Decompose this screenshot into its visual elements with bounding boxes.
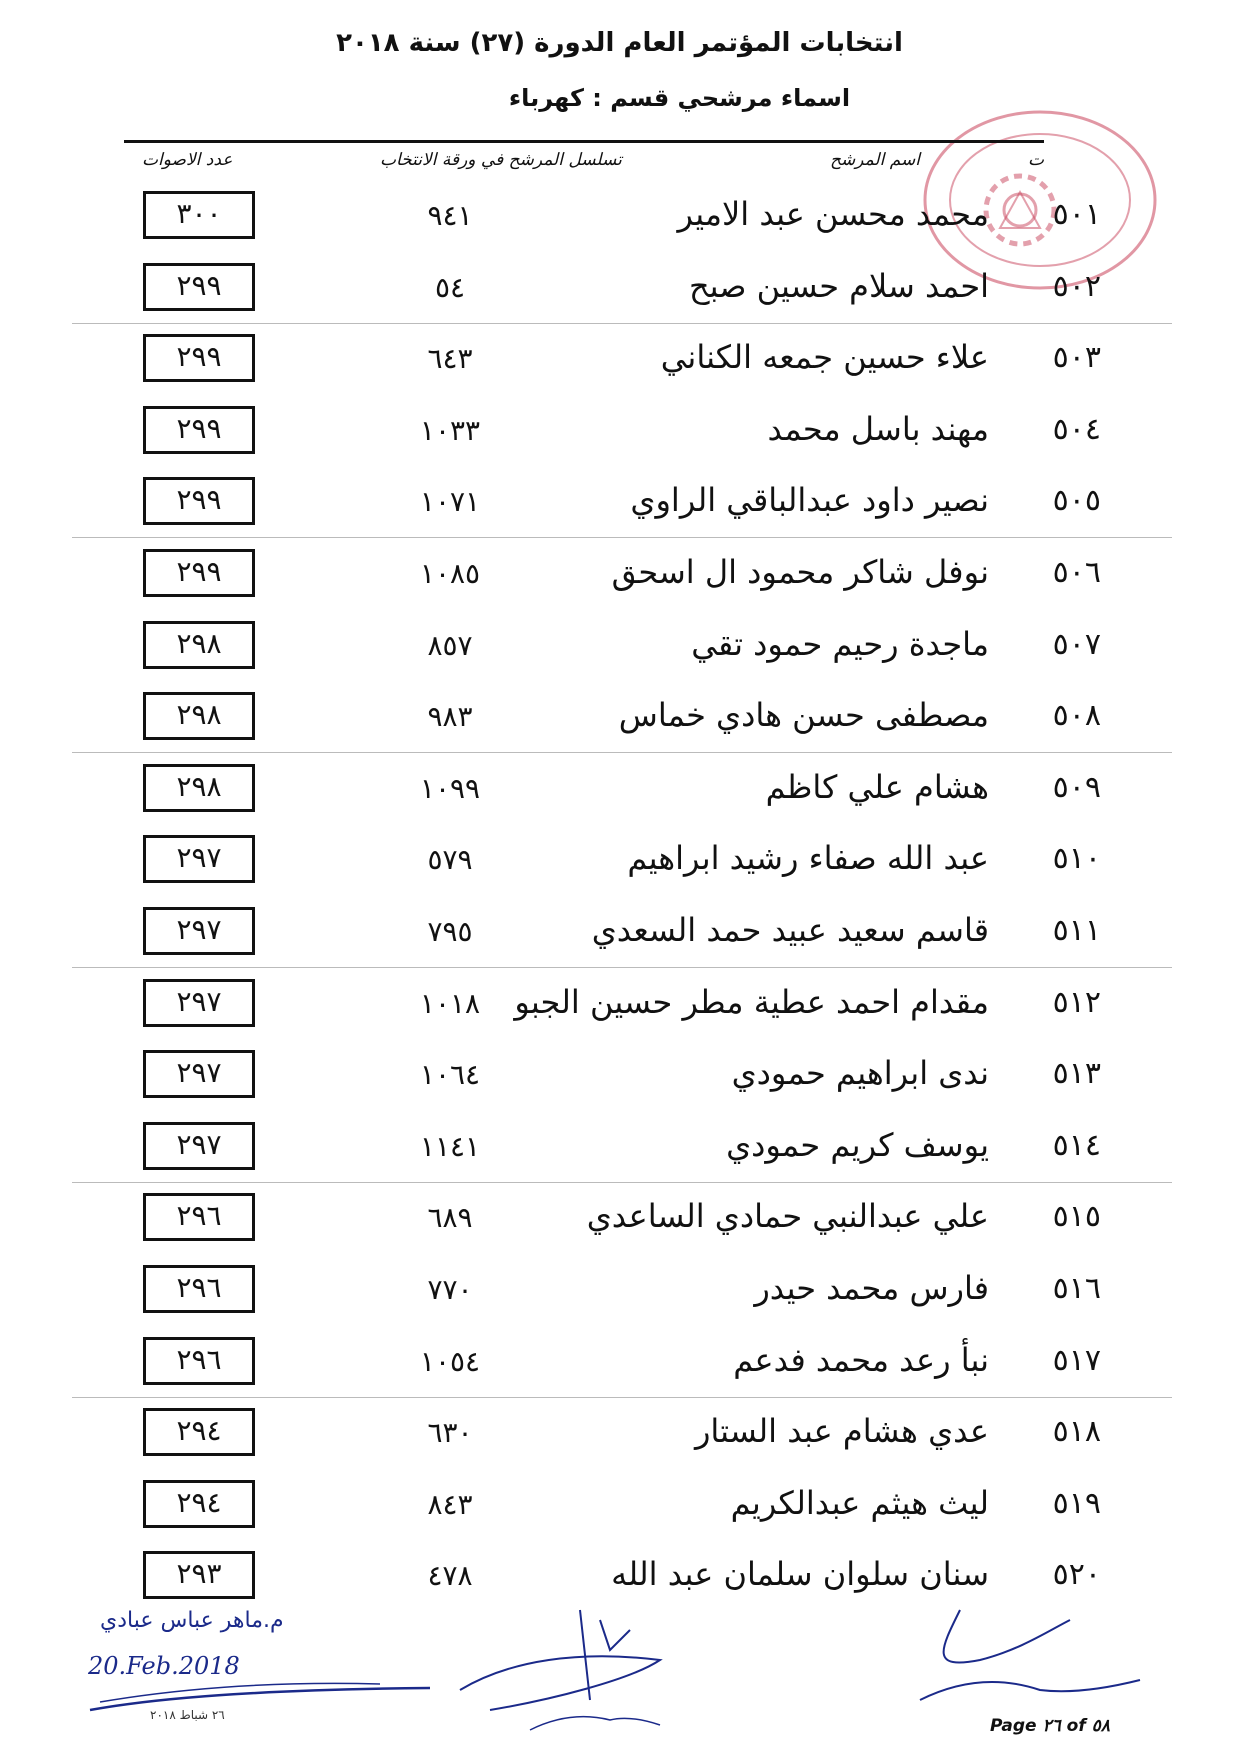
ballot-serial: ٥٤	[434, 271, 466, 304]
table-row	[0, 1114, 1239, 1185]
row-divider	[72, 1397, 1172, 1398]
ballot-serial: ٦٣٠	[427, 1416, 473, 1449]
candidate-name: ماجدة رحيم حمود تقي	[691, 625, 989, 663]
candidate-name: مهند باسل محمد	[767, 410, 989, 448]
row-divider	[72, 537, 1172, 538]
candidate-index: ٥٠١	[1052, 197, 1101, 232]
left-signer-name: م.ماهر عباس عبادي	[100, 1608, 284, 1633]
table-row	[0, 1329, 1239, 1400]
ballot-serial: ١١٤١	[419, 1130, 481, 1163]
ballot-serial: ٨٤٣	[427, 1488, 473, 1521]
vote-count-box: ٢٩٦	[143, 1265, 255, 1313]
candidate-index: ٥٢٠	[1052, 1557, 1101, 1592]
row-divider	[72, 1182, 1172, 1183]
vote-count-box: ٢٩٣	[143, 1551, 255, 1599]
vote-count-box: ٢٩٧	[143, 979, 255, 1027]
vote-count-box: ٢٩٨	[143, 621, 255, 669]
table-row	[0, 613, 1239, 684]
candidate-name: قاسم سعيد عبيد حمد السعدي	[591, 911, 989, 949]
candidate-index: ٥١٣	[1052, 1056, 1101, 1091]
candidate-index: ٥١٢	[1052, 985, 1101, 1020]
table-row	[0, 541, 1239, 612]
candidate-index: ٥١٤	[1052, 1128, 1101, 1163]
ballot-serial: ٨٥٧	[427, 629, 473, 662]
candidate-name: فارس محمد حيدر	[754, 1269, 989, 1307]
ballot-serial: ١٠٩٩	[419, 772, 481, 805]
vote-count-box: ٢٩٩	[143, 549, 255, 597]
ballot-serial: ٧٩٥	[427, 915, 473, 948]
candidate-name: نصير داود عبدالباقي الراوي	[630, 481, 989, 519]
document-title: انتخابات المؤتمر العام الدورة (٢٧) سنة ٢٠١٨	[336, 28, 903, 58]
vote-count-box: ٢٩٧	[143, 907, 255, 955]
table-row	[0, 398, 1239, 469]
column-header-votes: عدد الاصوات	[142, 150, 233, 170]
candidate-name: احمد سلام حسين صبح	[688, 267, 989, 305]
candidate-index: ٥١٠	[1052, 841, 1101, 876]
ballot-serial: ١٠٧١	[419, 485, 481, 518]
vote-count-box: ٢٩٩	[143, 334, 255, 382]
vote-count-box: ٢٩٦	[143, 1337, 255, 1385]
table-row	[0, 1472, 1239, 1543]
candidate-index: ٥٠٣	[1052, 340, 1101, 375]
candidate-name: ليث هيثم عبدالكريم	[730, 1484, 989, 1522]
candidate-name: محمد محسن عبد الامير	[677, 195, 989, 233]
table-row	[0, 899, 1239, 970]
table-row	[0, 183, 1239, 254]
table-row	[0, 469, 1239, 540]
vote-count-box: ٢٩٤	[143, 1408, 255, 1456]
candidate-index: ٥٠٦	[1052, 555, 1101, 590]
vote-count-box: ٢٩٩	[143, 477, 255, 525]
candidate-index: ٥٠٧	[1052, 627, 1101, 662]
row-divider	[72, 752, 1172, 753]
ballot-serial: ١٠١٨	[419, 987, 481, 1020]
candidate-index: ٥٠٥	[1052, 483, 1101, 518]
candidate-index: ٥١٩	[1052, 1486, 1101, 1521]
candidate-name: سنان سلوان سلمان عبد الله	[611, 1555, 989, 1593]
column-header-index: ت	[1028, 150, 1045, 170]
candidate-index: ٥١٦	[1052, 1271, 1101, 1306]
candidate-name: عبد الله صفاء رشيد ابراهيم	[627, 839, 989, 877]
row-divider	[72, 967, 1172, 968]
candidate-name: ندى ابراهيم حمودي	[731, 1054, 989, 1092]
vote-count-box: ٢٩٧	[143, 1122, 255, 1170]
vote-count-box: ٢٩٦	[143, 1193, 255, 1241]
table-row	[0, 1400, 1239, 1471]
ballot-serial: ١٠٨٥	[419, 557, 481, 590]
candidate-name: علاء حسين جمعه الكناني	[660, 338, 989, 376]
handwritten-date: 20.Feb.2018	[88, 1652, 240, 1680]
vote-count-box: ٢٩٧	[143, 1050, 255, 1098]
candidate-index: ٥٠٢	[1052, 269, 1101, 304]
ballot-serial: ١٠٦٤	[419, 1058, 481, 1091]
candidate-index: ٥٠٤	[1052, 412, 1101, 447]
ballot-serial: ٦٨٩	[427, 1201, 473, 1234]
vote-count-box: ٢٩٩	[143, 406, 255, 454]
candidate-index: ٥١٥	[1052, 1199, 1101, 1234]
table-row	[0, 756, 1239, 827]
vote-count-box: ٢٩٩	[143, 263, 255, 311]
candidate-name: مصطفى حسن هادي خماس	[618, 696, 989, 734]
header-rule	[124, 140, 1044, 143]
candidate-name: علي عبدالنبي حمادي الساعدي	[586, 1197, 989, 1235]
ballot-serial: ٩٨٣	[427, 700, 473, 733]
right-signature	[900, 1600, 1160, 1720]
table-row	[0, 971, 1239, 1042]
candidate-name: مقدام احمد عطية مطر حسين الجبو	[514, 983, 989, 1021]
ballot-serial: ٩٤١	[427, 199, 473, 232]
table-row	[0, 827, 1239, 898]
table-row	[0, 684, 1239, 755]
candidate-index: ٥١٨	[1052, 1414, 1101, 1449]
ballot-serial: ٥٧٩	[427, 843, 473, 876]
ballot-serial: ٦٤٣	[427, 342, 473, 375]
table-row	[0, 1543, 1239, 1614]
table-row	[0, 326, 1239, 397]
ballot-serial: ١٠٥٤	[419, 1345, 481, 1378]
candidate-index: ٥٠٩	[1052, 770, 1101, 805]
column-header-serial: تسلسل المرشح في ورقة الانتخاب	[380, 150, 622, 170]
table-row	[0, 255, 1239, 326]
ballot-serial: ٧٧٠	[427, 1273, 473, 1306]
candidate-name: نوفل شاكر محمود ال اسحق	[611, 553, 989, 591]
vote-count-box: ٢٩٨	[143, 764, 255, 812]
page-number: Page ٢٦ of ٥٨	[990, 1716, 1110, 1736]
vote-count-box: ٢٩٤	[143, 1480, 255, 1528]
candidate-index: ٥١١	[1052, 913, 1101, 948]
candidate-name: هشام علي كاظم	[765, 768, 989, 806]
vote-count-box: ٢٩٨	[143, 692, 255, 740]
ballot-serial: ١٠٣٣	[419, 414, 481, 447]
candidate-name: نبأ رعد محمد فدعم	[733, 1341, 989, 1379]
vote-count-box: ٣٠٠	[143, 191, 255, 239]
candidate-name: يوسف كريم حمودي	[726, 1126, 989, 1164]
ballot-serial: ٤٧٨	[427, 1559, 473, 1592]
table-row	[0, 1042, 1239, 1113]
column-header-name: اسم المرشح	[830, 150, 921, 170]
candidate-index: ٥١٧	[1052, 1343, 1101, 1378]
small-date-label: ٢٦ شباط ٢٠١٨	[150, 1708, 225, 1722]
table-row	[0, 1257, 1239, 1328]
document-subtitle: اسماء مرشحي قسم : كهرباء	[508, 84, 851, 112]
table-row	[0, 1185, 1239, 1256]
vote-count-box: ٢٩٧	[143, 835, 255, 883]
candidate-name: عدي هشام عبد الستار	[694, 1412, 989, 1450]
candidate-index: ٥٠٨	[1052, 698, 1101, 733]
row-divider	[72, 323, 1172, 324]
